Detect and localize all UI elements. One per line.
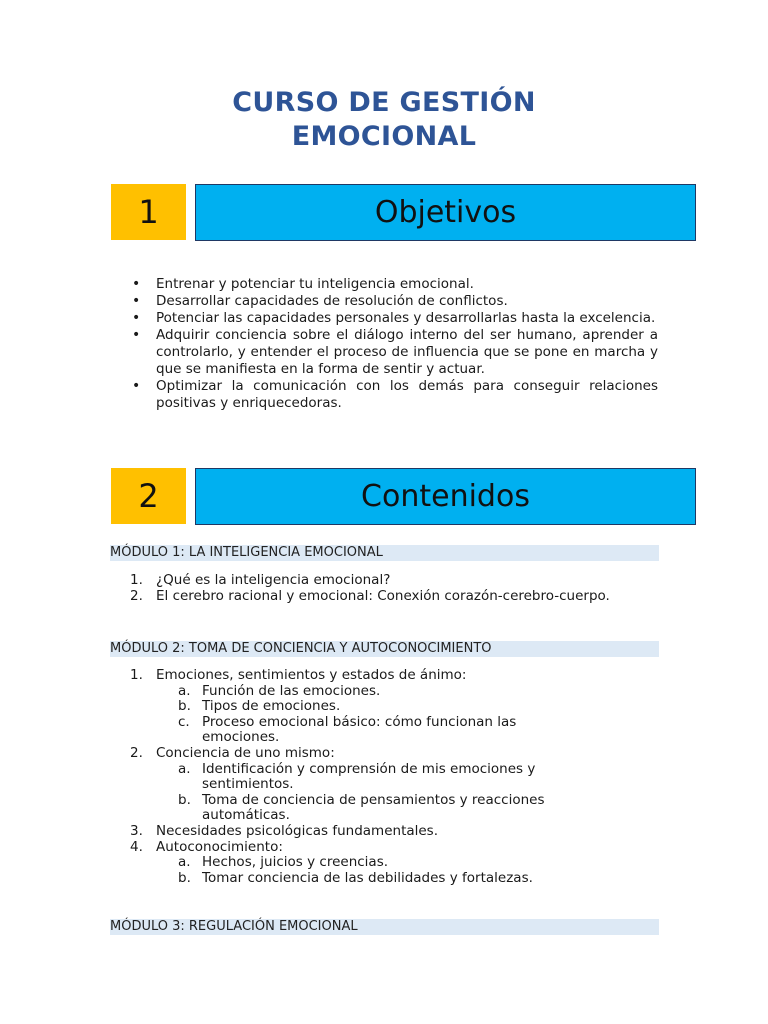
sub-list (156, 762, 580, 824)
objective-item: • Potenciar las capacidades personales y desarrollarlas hasta la excelencia. (130, 310, 658, 327)
list-marker: 2. (130, 587, 143, 604)
section-number-2: 2 (111, 468, 186, 524)
list-marker: a. (178, 682, 191, 699)
module-2-list (130, 668, 580, 886)
section-number-1: 1 (111, 184, 186, 240)
list-marker: b. (178, 869, 191, 886)
list-marker: 2. (130, 744, 143, 761)
list-marker: a. (178, 854, 191, 871)
list-item (130, 589, 670, 605)
list-item-text: Identificación y comprensión de mis emociones y sentimientos. (202, 760, 536, 793)
list-item (130, 573, 670, 589)
sub-list-item (156, 762, 580, 793)
list-item-text: Proceso emocional básico: cómo funcionan las emociones. (202, 713, 517, 746)
list-marker: b. (178, 698, 191, 715)
list-item-text: Emociones, sentimientos y estados de ánimo: (156, 667, 467, 683)
list-item (130, 824, 580, 840)
module-1-header: MÓDULO 1: LA INTELIGENCIA EMOCIONAL (110, 545, 659, 561)
list-item-text: Necesidades psicológicas fundamentales. (156, 822, 439, 839)
title-line-1: CURSO DE GESTIÓN (232, 87, 536, 118)
objective-item: • Entrenar y potenciar tu inteligencia emocional. (130, 276, 658, 293)
list-item-text: El cerebro racional y emocional: Conexión corazón-cerebro-cuerpo. (156, 587, 610, 604)
list-item-text: Tipos de emociones. (202, 698, 341, 715)
list-marker: 1. (130, 572, 143, 588)
list-item-text: Conciencia de uno mismo: (156, 744, 335, 761)
module-3-header: MÓDULO 3: REGULACIÓN EMOCIONAL (110, 919, 659, 935)
objective-item: • Adquirir conciencia sobre el diálogo interno del ser humano, aprender a controlarlo, y entender el proceso de influencia que se pone en marcha y que se manifiesta en la forma de sentir y actuar. (130, 327, 658, 378)
list-item-text: Tomar conciencia de las debilidades y fortalezas. (202, 869, 533, 886)
list-marker: 3. (130, 822, 143, 839)
sub-list-item (156, 715, 580, 746)
list-marker: a. (178, 760, 191, 777)
sub-list (156, 855, 580, 886)
list-item (130, 746, 580, 824)
title-line-2: EMOCIONAL (291, 121, 477, 152)
module-2-header: MÓDULO 2: TOMA DE CONCIENCIA Y AUTOCONOCIMIENTO (110, 641, 659, 657)
objective-item: • Optimizar la comunicación con los demás para conseguir relaciones positivas y enriquecedoras. (130, 378, 658, 412)
list-item-text: Función de las emociones. (202, 682, 381, 699)
list-item-text: Hechos, juicios y creencias. (202, 854, 389, 871)
sub-list-item (156, 871, 580, 887)
module-1-list (130, 573, 670, 604)
section-heading-objetivos: Objetivos (195, 184, 696, 241)
list-item-text: Autoconocimiento: (156, 838, 283, 855)
list-marker: 4. (130, 838, 143, 855)
document-title (0, 86, 768, 154)
objective-item: • Desarrollar capacidades de resolución de conflictos. (130, 293, 658, 310)
section-heading-contenidos: Contenidos (195, 468, 696, 525)
objectives-list (130, 276, 658, 412)
list-item-text: ¿Qué es la inteligencia emocional? (156, 572, 391, 588)
list-item (130, 840, 580, 887)
sub-list (156, 684, 580, 746)
sub-list-item (156, 684, 580, 700)
list-marker: c. (178, 713, 190, 730)
list-marker: b. (178, 791, 191, 808)
list-item (130, 668, 580, 746)
list-item-text: Toma de conciencia de pensamientos y reacciones automáticas. (202, 791, 545, 824)
sub-list-item (156, 793, 580, 824)
sub-list-item (156, 699, 580, 715)
sub-list-item (156, 855, 580, 871)
list-marker: 1. (130, 667, 143, 683)
